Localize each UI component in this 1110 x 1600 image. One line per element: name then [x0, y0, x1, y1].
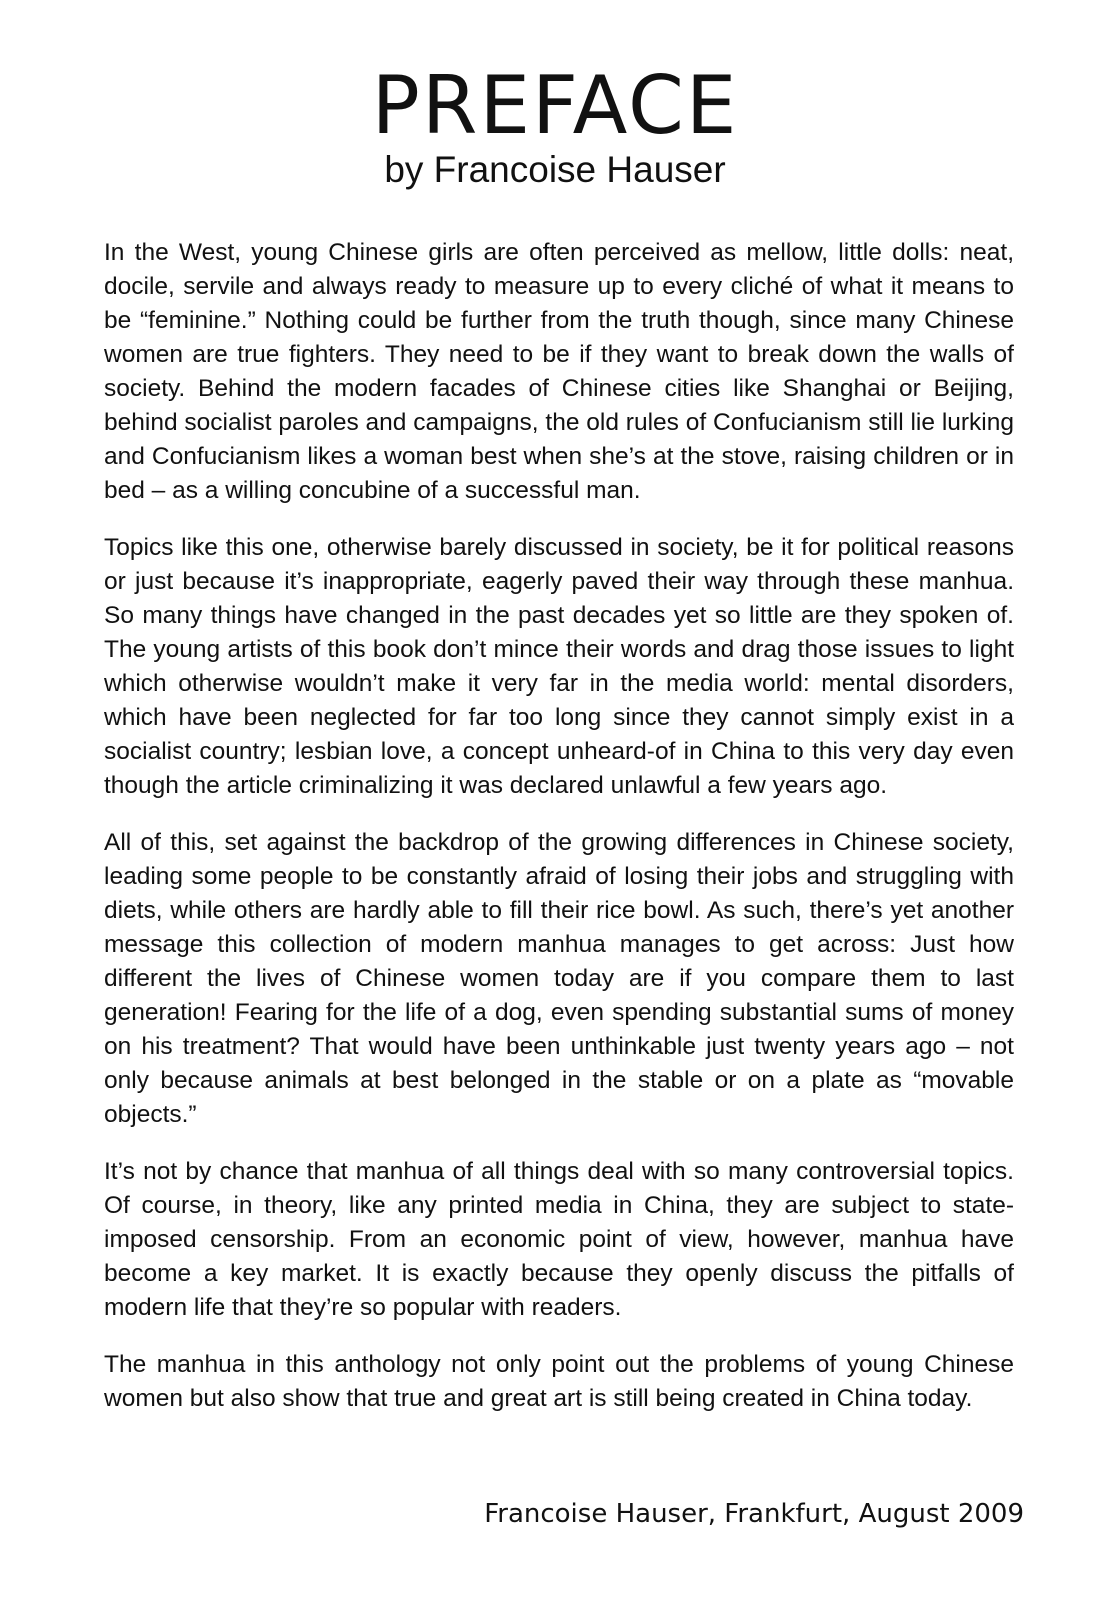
- paragraph: It’s not by chance that manhua of all things deal with so many controversial topics. Of course, in theory, like any printed media in China, they are subject to state-imposed censorship. From an economic point of view, however, manhua have become a key market. It is exactly because they openly discuss the pitfalls of modern life that they’re so popular with readers.: [104, 1158, 1014, 1321]
- paragraph: The manhua in this anthology not only point out the problems of young Chinese women but also show that true and great art is still being created in China today.: [104, 1351, 1014, 1412]
- page-title: PREFACE: [371, 59, 739, 152]
- paragraph: Topics like this one, otherwise barely discussed in society, be it for political reasons or just because it’s inappropriate, eagerly paved their way through these manhua. So many things have changed in the past decades yet so little are they spoken of. The young artists of this book don’t mince their words and drag those issues to light which otherwise wouldn’t make it very far in the media world: mental disorders, which have been neglected for far too long since they cannot simply exist in a socialist country; lesbian love, a concept unheard-of in China to this very day even though the article criminalizing it was declared unlawful a few years ago.: [104, 534, 1014, 799]
- preface-body: [104, 236, 1014, 1439]
- paragraph: All of this, set against the backdrop of the growing differences in Chinese society, leading some people to be constantly afraid of losing their jobs and struggling with diets, while others are hardly able to fill their rice bowl. As such, there’s yet another message this collection of modern manhua manages to get across: Just how different the lives of Chinese women today are if you compare them to last generation! Fearing for the life of a dog, even spending substantial sums of money on his treatment? That would have been unthinkable just twenty years ago – not only because animals at best belonged in the stable or on a plate as “movable objects.”: [104, 829, 1014, 1128]
- author-byline: by Francoise Hauser: [384, 149, 726, 190]
- paragraph: In the West, young Chinese girls are often perceived as mellow, little dolls: neat, docile, servile and always ready to measure up to every cliché of what it means to be “feminine.” Nothing could be further from the truth though, since many Chinese women are true fighters. They need to be if they want to break down the walls of society. Behind the modern facades of Chinese cities like Shanghai or Beijing, behind socialist paroles and campaigns, the old rules of Confucianism still lie lurking and Confucianism likes a woman best when she’s at the stove, raising children or in bed – as a willing concubine of a successful man.: [104, 239, 1014, 504]
- signature-line: Francoise Hauser, Frankfurt, August 2009: [484, 1499, 1024, 1529]
